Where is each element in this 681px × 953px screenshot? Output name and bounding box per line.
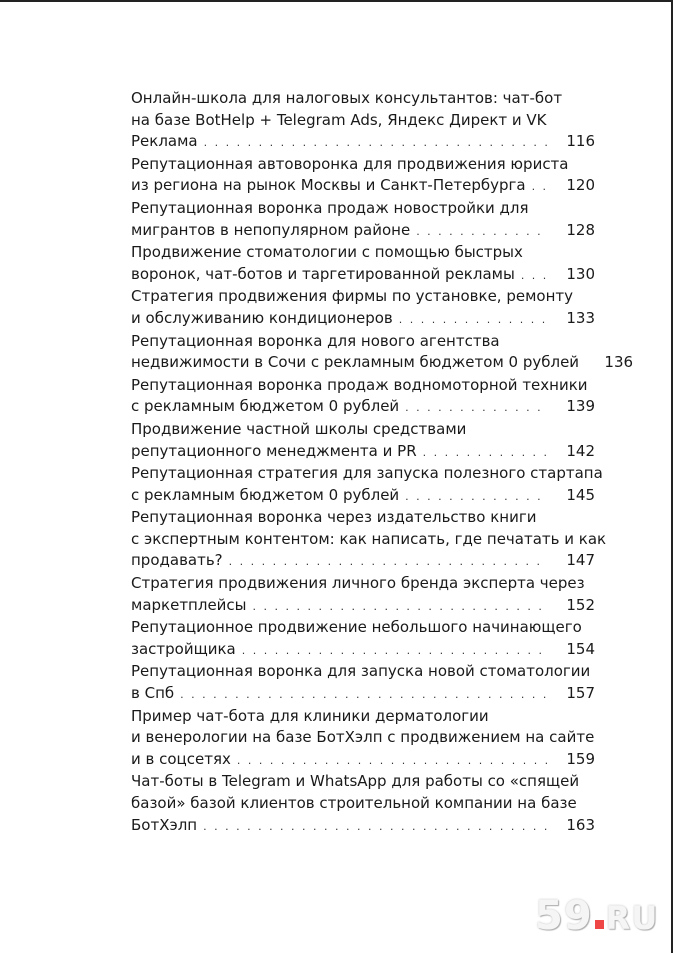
toc-entry-title-line: Пример чат-бота для клиники дерматологии <box>131 706 489 725</box>
dot-leader <box>423 442 547 464</box>
toc-entry-title-line: базой» базой клиентов строительной компании на базе <box>131 794 577 812</box>
toc-entry-title-line: с рекламным бюджетом 0 рублей <box>131 485 400 504</box>
toc-page-number: 142 <box>566 441 595 460</box>
toc-entry-title-line: и венерологии на базе БотХэлп с продвижением на сайте <box>131 728 595 747</box>
dot-leader <box>229 551 547 573</box>
toc-entry-title-line: с рекламным бюджетом 0 рублей <box>131 397 400 416</box>
toc-entry-last-line <box>131 683 595 706</box>
toc-page-number: 145 <box>566 485 595 504</box>
toc-entry-title-line: Репутационная воронка продаж новостройки для <box>131 198 529 217</box>
toc-page-number: 147 <box>566 551 595 570</box>
page-border-top <box>0 0 672 2</box>
toc-entry-title-line: Репутационная воронка для нового агентства <box>131 331 500 350</box>
dot-leader <box>253 596 547 618</box>
toc-entry[interactable] <box>131 419 595 463</box>
toc-entry-title-line: на базе BotHelp + Telegram Ads, Яндекс Директ и VK <box>131 110 547 129</box>
page-border-right <box>671 0 673 953</box>
toc-entry[interactable] <box>131 661 595 705</box>
toc-entry-title-line: мигрантов в непопулярном районе <box>131 220 411 239</box>
toc-entry-last-line <box>131 485 595 508</box>
toc-entry-title-line: Реклама <box>131 132 198 151</box>
toc-entry-title-line: и в соцсетях <box>131 749 231 768</box>
toc-entry-title-line: Репутационное продвижение небольшого начинающего <box>131 618 582 637</box>
toc-entry[interactable] <box>131 286 595 330</box>
toc-entry-title-line: Репутационная автоворонка для продвижения юриста <box>131 154 569 173</box>
toc-entry-title-line: Стратегия продвижения личного бренда эксперта через <box>131 574 585 593</box>
toc-entry[interactable] <box>131 507 607 573</box>
toc-entry-title-line: продавать? <box>131 551 223 570</box>
dot-leader <box>399 309 547 331</box>
toc-entry-title-line: Продвижение стоматологии с помощью быстрых <box>131 243 523 262</box>
dot-leader <box>416 221 547 243</box>
toc-entry-title-line: Онлайн-школа для налоговых консультантов: чат-бот <box>131 89 563 107</box>
toc-page-number: 139 <box>566 397 595 416</box>
toc-page-number: 133 <box>566 308 595 327</box>
toc-entry[interactable] <box>131 463 603 507</box>
toc-entry-title-line: Продвижение частной школы средствами <box>131 419 467 438</box>
toc-entry-last-line <box>131 815 595 838</box>
watermark-domain: RU <box>605 899 659 937</box>
toc-entry[interactable] <box>131 573 595 617</box>
toc-entry-title-line: недвижимости в Сочи с рекламным бюджетом 0 рублей <box>131 353 580 372</box>
watermark-number: 59 <box>535 893 593 939</box>
toc-page-number: 136 <box>604 353 634 372</box>
toc-entry-title-line: Стратегия продвижения фирмы по установке, ремонту <box>131 287 574 306</box>
toc-page-number: 120 <box>566 176 595 195</box>
toc-entry-title-line: воронок, чат-ботов и таргетированной рекламы <box>131 264 515 283</box>
toc-entry-title-line: Репутационная стратегия для запуска полезного стартапа <box>131 464 603 483</box>
toc-entry-title-line: с экспертным контентом: как написать, где печатать и как <box>131 529 607 548</box>
toc-entry[interactable] <box>131 88 595 154</box>
toc-entry-title-line: и обслуживанию кондиционеров <box>131 308 393 327</box>
toc-entry[interactable] <box>131 617 595 661</box>
toc-page-number: 128 <box>566 220 595 239</box>
toc-entry-title-line: застройщика <box>131 639 236 658</box>
toc-page-number: 130 <box>566 264 595 283</box>
dot-leader <box>237 750 547 772</box>
toc-entry-title-line: маркетплейсы <box>131 595 247 614</box>
toc-entry-title-line: Репутационная воронка для запуска новой стоматологии <box>131 662 591 681</box>
toc-entry-last-line <box>131 264 595 287</box>
table-of-contents <box>131 88 634 837</box>
toc-entry-last-line <box>131 352 634 375</box>
dot-leader <box>242 640 547 662</box>
toc-entry-title-line: Репутационная воронка через издательство книги <box>131 508 537 527</box>
watermark-dot-icon <box>595 920 604 929</box>
toc-entry[interactable] <box>131 331 634 375</box>
dot-leader <box>405 486 547 508</box>
toc-entry[interactable] <box>131 154 595 198</box>
toc-entry-title-line: из региона на рынок Москвы и Санкт-Петербурга <box>131 176 526 195</box>
toc-page-number: 152 <box>566 595 595 614</box>
dot-leader <box>521 265 547 287</box>
toc-entry[interactable] <box>131 242 595 286</box>
toc-entry-title-line: в Спб <box>131 684 175 703</box>
toc-entry-title-line: Чат-боты в Telegram и WhatsApp для работы со «спящей <box>131 772 580 791</box>
toc-entry-title-line: БотХэлп <box>131 815 198 834</box>
toc-entry-last-line <box>131 595 595 618</box>
dot-leader <box>405 397 547 419</box>
dot-leader <box>204 132 547 154</box>
toc-entry[interactable] <box>131 198 595 242</box>
toc-entry-last-line <box>131 550 595 573</box>
dot-leader <box>532 176 547 198</box>
dot-leader <box>203 816 547 838</box>
toc-page-number: 154 <box>566 639 595 658</box>
toc-entry-last-line <box>131 441 595 464</box>
toc-entry-last-line <box>131 308 595 331</box>
toc-entry-last-line <box>131 639 595 662</box>
toc-page-number: 159 <box>566 749 595 768</box>
toc-entry-last-line <box>131 131 595 154</box>
toc-entry-last-line <box>131 175 595 198</box>
toc-entry-last-line <box>131 396 595 419</box>
toc-entry-title-line: Репутационная воронка продаж водномоторной техники <box>131 375 588 394</box>
toc-entry-title-line: репутационного менеджмента и PR <box>131 441 417 460</box>
toc-entry[interactable] <box>131 771 595 837</box>
toc-page-number: 116 <box>566 132 595 151</box>
toc-entry-last-line <box>131 220 595 243</box>
dot-leader <box>180 684 547 706</box>
watermark-logo <box>535 893 658 939</box>
toc-entry-last-line <box>131 749 595 772</box>
toc-entry[interactable] <box>131 706 595 772</box>
toc-page-number: 157 <box>566 684 595 703</box>
toc-page-number: 163 <box>566 815 595 834</box>
toc-entry[interactable] <box>131 375 595 419</box>
